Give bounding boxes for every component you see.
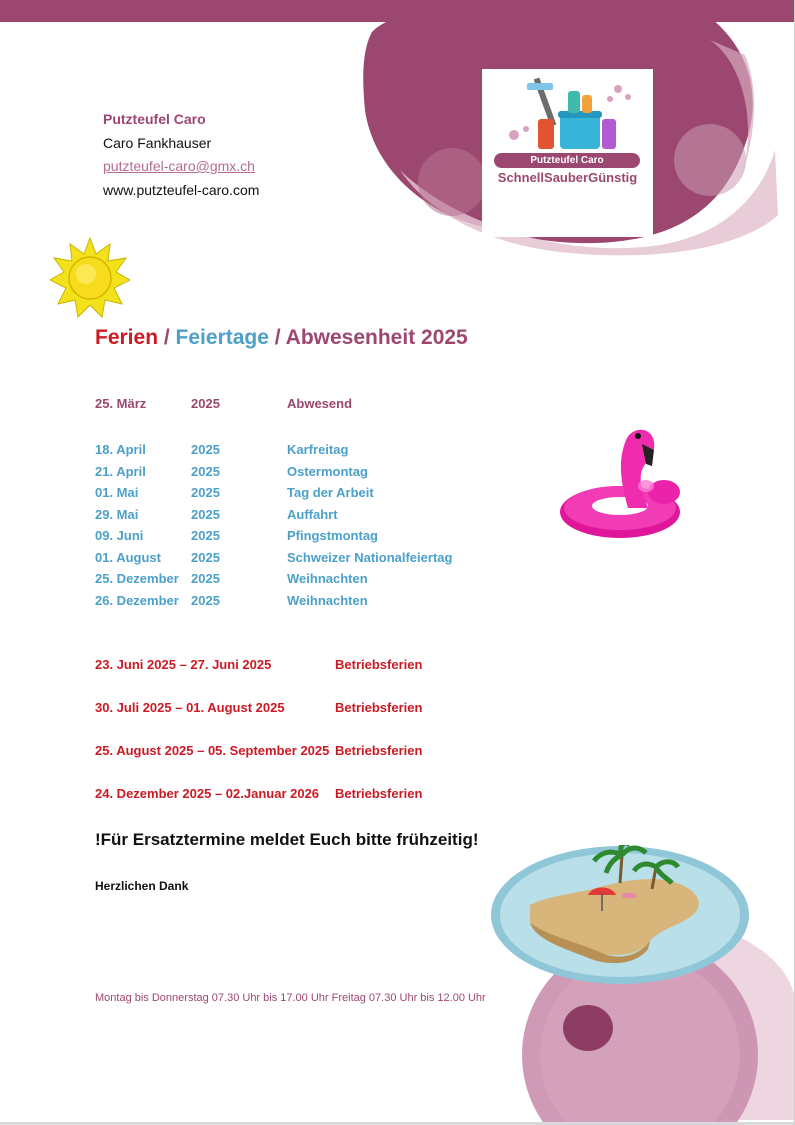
absence-date: 25. März [95,396,147,411]
title-separator: / [158,326,176,349]
title-feiertage: Feiertage [175,326,269,349]
notice-text: !Für Ersatztermine meldet Euch bitte frühzeitig! [95,830,479,849]
contact-person: Caro Fankhauser [103,134,212,151]
business-hours: Montag bis Donnerstag 07.30 Uhr bis 17.00 Uhr Freitag 07.30 Uhr bis 12.00 Uhr [95,992,486,1004]
cleaning-bucket-icon [482,69,653,153]
island-image [490,845,750,985]
absence-year: 2025 [191,396,220,411]
absence-label: Abwesend [287,396,353,411]
company-name: Putzteufel Caro [103,111,206,127]
thanks-text: Herzlichen Dank [95,879,189,893]
company-logo [482,69,653,237]
title-separator: / [268,326,286,349]
title-ferien: Ferien [95,326,159,349]
email-link[interactable]: putzteufel-caro@gmx.ch [103,158,255,174]
logo-banner: Putzteufel Caro [494,153,640,168]
website: www.putzteufel-caro.com [103,181,260,198]
flamingo-float-icon [556,420,688,544]
title-abwesenheit: Abwesenheit 2025 [285,326,468,349]
page-title [95,326,468,350]
contact-block [103,108,259,202]
logo-slogan: SchnellSauberGünstig [497,170,638,185]
sun-icon [50,236,130,318]
